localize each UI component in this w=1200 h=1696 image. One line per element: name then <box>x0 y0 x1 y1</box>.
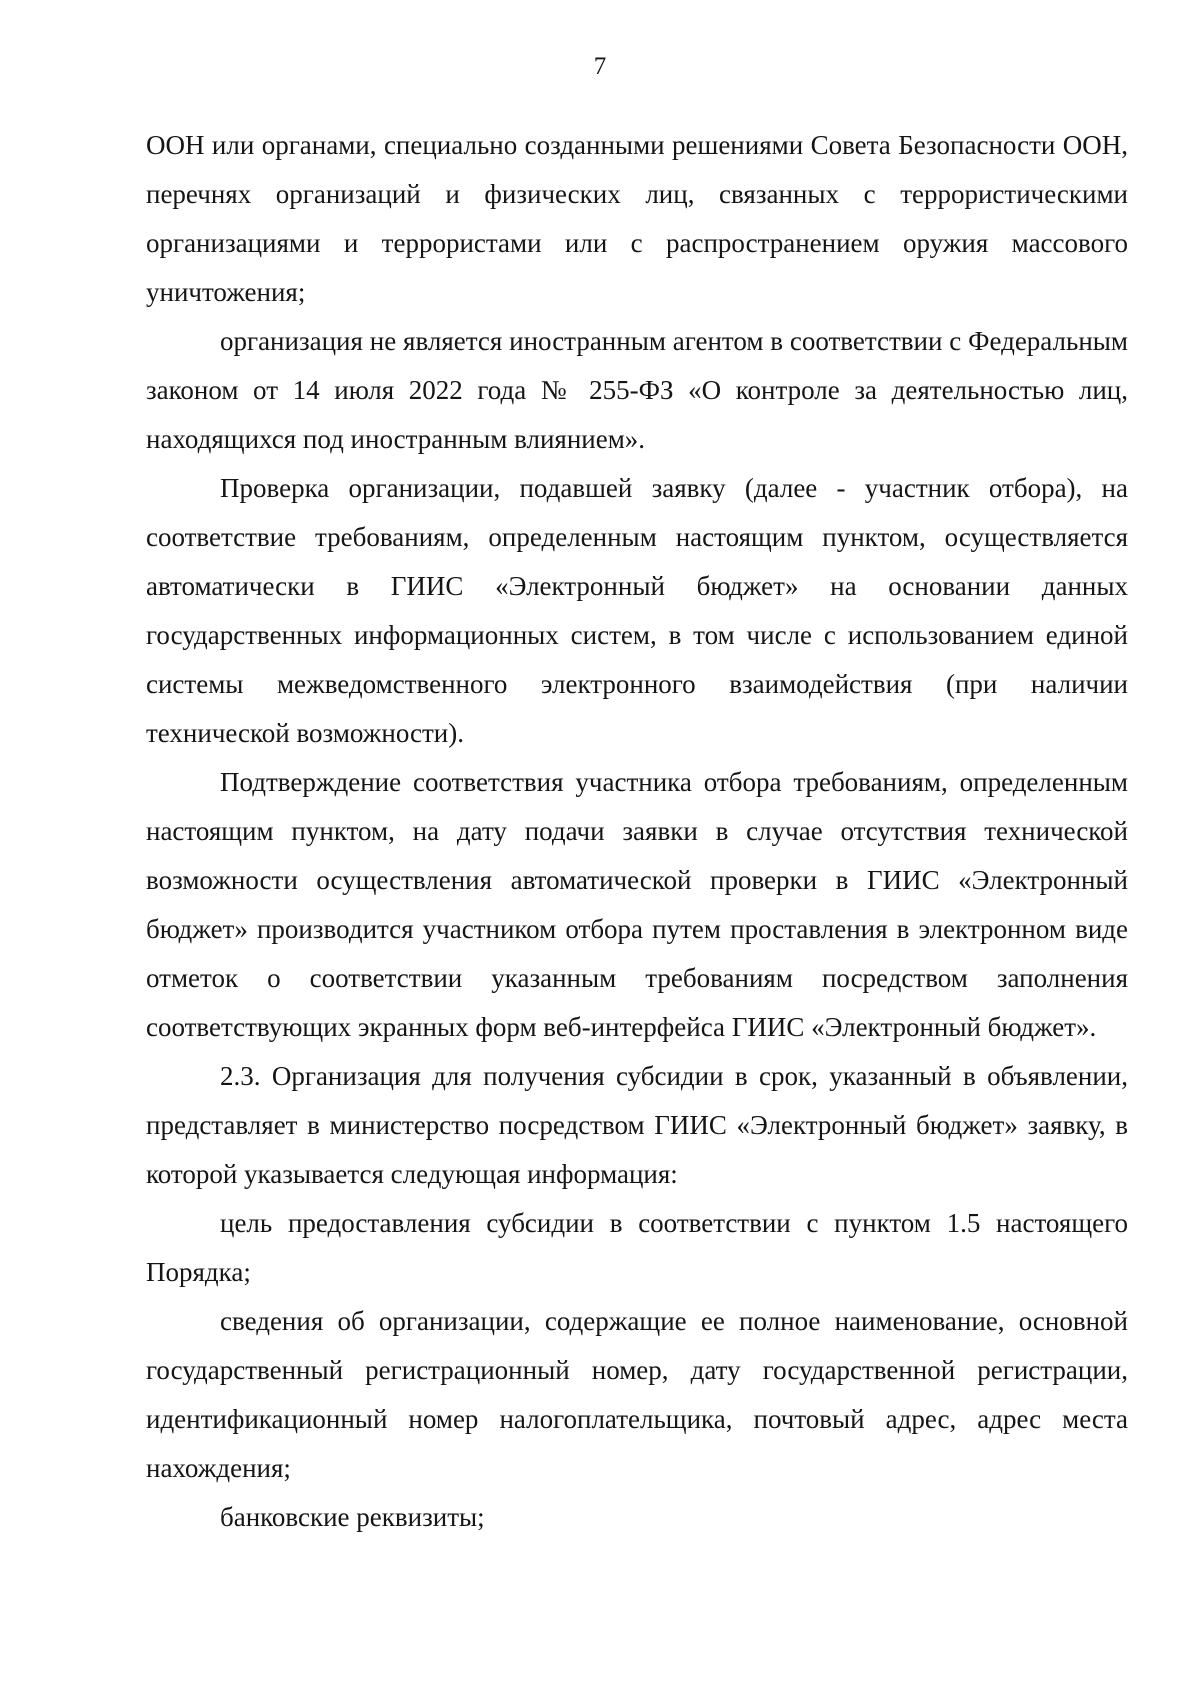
paragraph-bank-details: банковские реквизиты; <box>220 1502 485 1532</box>
paragraph-subsidy-purpose: цель предоставления субсидии в соответствии с пунктом 1.5 настоящего Порядка; <box>146 1208 1128 1287</box>
paragraph-automatic-check: Проверка организации, подавшей заявку (далее - участник отбора), на соответствие требованиям, определенным настоящим пунктом, осуществляется автоматически в ГИИС «Электронный бюджет» на основании данных государственных информационных систем, в том числе с использованием единой системы межведомственного электронного взаимодействия (при наличии технической возможности). <box>146 473 1128 748</box>
paragraph-continuation: ООН или органами, специально созданными решениями Совета Безопасности ООН, перечнях организаций и физических лиц, связанных с террористическими организациями и террористами или с распространением оружия массового уничтожения; <box>146 130 1128 307</box>
paragraph-confirmation: Подтверждение соответствия участника отбора требованиям, определенным настоящим пунктом, на дату подачи заявки в случае отсутствия технической возможности осуществления автоматической проверки в ГИИС «Электронный бюджет» производится участником отбора путем проставления в электронном виде отметок о соответствии указанным требованиям посредством заполнения соответствующих экранных форм веб-интерфейса ГИИС «Электронный бюджет». <box>146 767 1128 1042</box>
paragraph-foreign-agent: организация не является иностранным агентом в соответствии с Федеральным законом от 14 июля 2022 года № 255-ФЗ «О контроле за деятельностью лиц, находящихся под иностранным влиянием». <box>146 326 1128 454</box>
page-number: 7 <box>593 53 607 80</box>
paragraph-organization-info: сведения об организации, содержащие ее полное наименование, основной государственный регистрационный номер, дату государственной регистрации, идентификационный номер налогоплательщика, почтовый адрес, адрес места нахождения; <box>146 1306 1128 1483</box>
document-body <box>146 121 1128 1542</box>
paragraph-section-2-3: 2.3. Организация для получения субсидии в срок, указанный в объявлении, представляет в министерство посредством ГИИС «Электронный бюджет» заявку, в которой указывается следующая информация: <box>146 1061 1128 1189</box>
